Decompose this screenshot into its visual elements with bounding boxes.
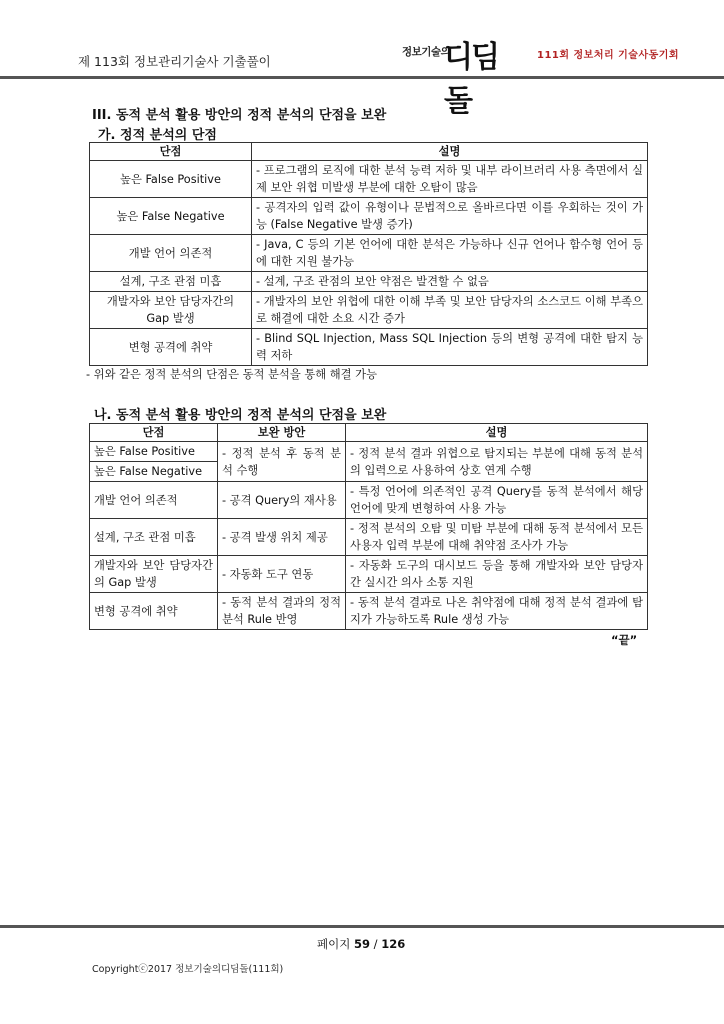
section-heading: III. 동적 분석 활용 방안의 정적 분석의 단점을 보완 [92, 108, 387, 123]
table-row [90, 272, 648, 292]
table-cell: - 설계, 구조 관점의 보안 약점은 발견할 수 없음 [252, 272, 648, 292]
table-cell: - 정적 분석의 오탐 및 미탐 부분에 대해 동적 분석에서 모든 사용자 입력 부분에 대해 취약점 조사가 가능 [346, 519, 648, 556]
table-cell: - 프로그램의 로직에 대한 분석 능력 저하 및 내부 라이브러리 사용 측면에서 실제 보안 위협 미발생 부분에 대한 오탐이 많음 [252, 161, 648, 198]
table-row [90, 235, 648, 272]
page-number [317, 936, 405, 952]
table-row [90, 198, 648, 235]
logo [402, 34, 522, 119]
table-row [90, 519, 648, 556]
table-header-cell: 보완 방안 [218, 424, 346, 442]
table-cell: - 자동화 도구 연동 [218, 556, 346, 593]
table-cell: 변형 공격에 취약 [90, 593, 218, 630]
table-header-cell: 단점 [90, 143, 252, 161]
mitigation-table [89, 423, 648, 630]
table-header-row [90, 424, 648, 442]
weakness-table [89, 142, 648, 366]
header-title: 제 113회 정보관리기술사 기출풀이 [78, 54, 271, 69]
end-mark: “끝” [611, 633, 638, 647]
table-row [90, 556, 648, 593]
table-cell: 변형 공격에 취약 [90, 329, 252, 366]
table-cell: 높은 False Positive [90, 161, 252, 198]
table-header-cell: 설명 [346, 424, 648, 442]
table-cell: 높은 False Positive [90, 442, 218, 462]
table-row [90, 329, 648, 366]
page-label: 페이지 [317, 937, 351, 951]
table-cell: 개발자와 보안 담당자간의 Gap 발생 [90, 292, 252, 329]
table-cell: 설계, 구조 관점 미흡 [90, 519, 218, 556]
table-cell: - 개발자의 보안 위협에 대한 이해 부족 및 보안 담당자의 소스코드 이해 부족으로 해결에 대한 소요 시간 증가 [252, 292, 648, 329]
table-cell: - 정적 분석 후 동적 분석 수행 [218, 442, 346, 482]
table-cell: - 동적 분석 결과로 나온 취약점에 대해 정적 분석 결과에 탐지가 가능하도록 Rule 생성 가능 [346, 593, 648, 630]
table-row [90, 442, 648, 462]
table-cell: 높은 False Negative [90, 462, 218, 482]
table-cell: - 정적 분석 결과 위협으로 탐지되는 부분에 대해 동적 분석의 입력으로 사용하여 상호 연계 수행 [346, 442, 648, 482]
subsection-heading-b: 나. 동적 분석 활용 방안의 정적 분석의 단점을 보완 [94, 408, 387, 423]
logo-big-text: 디딤돌 [444, 40, 498, 119]
table-cell: 높은 False Negative [90, 198, 252, 235]
table-header-row [90, 143, 648, 161]
table-cell: 개발 언어 의존적 [90, 482, 218, 519]
header-subtitle: 111회 정보처리 기술사동기회 [537, 50, 680, 61]
table-header-cell: 단점 [90, 424, 218, 442]
table-cell: - Blind SQL Injection, Mass SQL Injection 등의 변형 공격에 대한 탐지 능력 저하 [252, 329, 648, 366]
header-divider [0, 76, 724, 79]
table-cell: - 동적 분석 결과의 정적 분석 Rule 반영 [218, 593, 346, 630]
table-cell: - Java, C 등의 기본 언어에 대한 분석은 가능하나 신규 언어나 함수형 언어 등에 대한 지원 불가능 [252, 235, 648, 272]
table-row [90, 593, 648, 630]
note-text: - 위와 같은 정적 분석의 단점은 동적 분석을 통해 해결 가능 [86, 368, 377, 381]
table-cell: - 공격자의 입력 값이 유형이나 문법적으로 올바르다면 이를 우회하는 것이 가능 (False Negative 발생 증가) [252, 198, 648, 235]
table-row [90, 161, 648, 198]
table-header-cell: 설명 [252, 143, 648, 161]
copyright-text: Copyrightⓒ2017 정보기술의디딤돌(111회) [92, 964, 284, 975]
table-row [90, 482, 648, 519]
page-total: 126 [381, 937, 406, 951]
table-cell: 설계, 구조 관점 미흡 [90, 272, 252, 292]
table-cell: - 공격 발생 위치 제공 [218, 519, 346, 556]
table-cell: 개발 언어 의존적 [90, 235, 252, 272]
logo-small-text: 정보기술의 [402, 46, 451, 58]
subsection-heading-a: 가. 정적 분석의 단점 [98, 128, 217, 143]
table-cell: 개발자와 보안 담당자간의 Gap 발생 [90, 556, 218, 593]
table-row [90, 292, 648, 329]
table-cell: - 특정 언어에 의존적인 공격 Query를 동적 분석에서 해당 언어에 맞게 변형하여 사용 가능 [346, 482, 648, 519]
table-cell: - 자동화 도구의 대시보드 등을 통해 개발자와 보안 담당자간 실시간 의사 소통 지원 [346, 556, 648, 593]
footer-divider [0, 925, 724, 928]
page-current: 59 [353, 937, 370, 951]
table-cell: - 공격 Query의 재사용 [218, 482, 346, 519]
page-separator: / [373, 937, 378, 951]
